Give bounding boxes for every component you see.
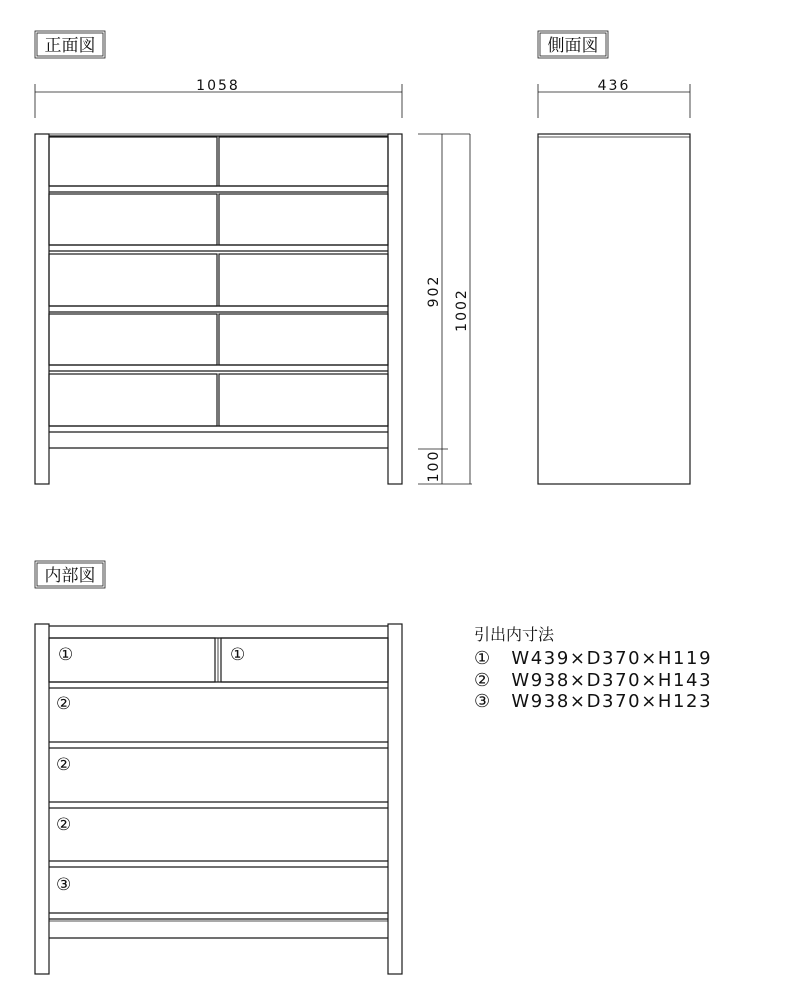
drawer-spec-1: ① W439×D370×H119 <box>474 648 713 669</box>
svg-text:正面図: 正面図 <box>44 36 96 56</box>
dimension-base-height <box>426 450 442 483</box>
interior-drawer-row-2 <box>49 694 388 748</box>
front-view <box>35 78 472 484</box>
left-leg <box>35 134 49 484</box>
svg-text:1002: 1002 <box>454 288 470 332</box>
dimension-total-height <box>418 134 472 484</box>
drawer-mark-3: ③ <box>56 875 72 895</box>
drawer-spec-list <box>474 625 712 712</box>
interior-view-title <box>35 561 105 588</box>
svg-text:436: 436 <box>597 78 631 94</box>
drawer-spec-2: ② W938×D370×H143 <box>474 670 713 691</box>
interior-drawer-row-3 <box>49 755 388 808</box>
svg-text:側面図: 側面図 <box>547 36 599 56</box>
front-drawer-row-1 <box>49 137 388 192</box>
interior-drawer-row-5 <box>49 875 388 919</box>
svg-text:100: 100 <box>426 449 442 483</box>
drawer-mark-2b: ② <box>56 755 72 775</box>
side-view-title <box>538 31 608 58</box>
svg-text:902: 902 <box>426 274 442 308</box>
front-drawer-row-4 <box>49 314 388 371</box>
interior-drawer-row-4 <box>49 815 388 867</box>
interior-left-leg <box>35 624 49 974</box>
right-leg <box>388 134 402 484</box>
svg-text:1058: 1058 <box>196 78 240 94</box>
front-view-title <box>35 31 105 58</box>
drawer-spec-heading: 引出内寸法 <box>474 625 555 644</box>
side-panel <box>538 134 690 484</box>
interior-drawer-row-1 <box>49 638 388 688</box>
front-drawer-row-3 <box>49 254 388 312</box>
drawer-mark-1-left: ① <box>58 645 74 665</box>
interior-view <box>35 624 402 974</box>
dimension-side-depth <box>538 78 690 118</box>
svg-text:内部図: 内部図 <box>44 566 96 586</box>
drawer-mark-2a: ② <box>56 694 72 714</box>
interior-right-leg <box>388 624 402 974</box>
dimension-total-width <box>35 78 402 118</box>
front-drawer-row-2 <box>49 194 388 251</box>
drawer-mark-2c: ② <box>56 815 72 835</box>
side-view <box>538 78 690 484</box>
front-drawer-row-5 <box>49 374 388 426</box>
drawer-mark-1-right: ① <box>230 645 246 665</box>
drawer-spec-3: ③ W938×D370×H123 <box>474 691 713 712</box>
